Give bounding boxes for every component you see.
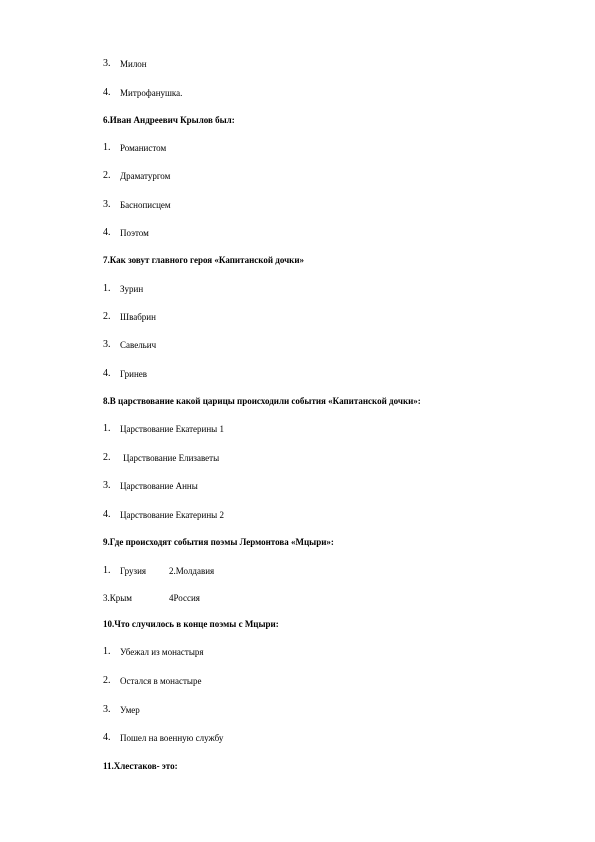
option-row — [0, 730, 595, 746]
question-row — [0, 616, 595, 632]
option-text: 3.Крым — [103, 593, 132, 603]
question-row — [0, 758, 595, 774]
option-number: 2. — [103, 452, 111, 463]
option-number: 3. — [103, 480, 111, 491]
option-number: 2. — [103, 311, 111, 322]
question-row — [0, 393, 595, 409]
question-text: 6.Иван Андреевич Крылов был: — [103, 115, 235, 125]
option-text: Умер — [120, 705, 140, 715]
option-number: 4. — [103, 227, 111, 238]
option-number: 1. — [103, 423, 111, 434]
option-number: 4. — [103, 509, 111, 520]
option-number: 2. — [103, 675, 111, 686]
option-text: Романистом — [120, 143, 167, 153]
option-row — [0, 168, 595, 184]
option-row — [0, 450, 595, 466]
option-number: 2. — [103, 170, 111, 181]
option-text: Царствование Анны — [120, 481, 198, 491]
option-text: Швабрин — [120, 312, 156, 322]
option-text: Савельич — [120, 340, 157, 350]
option-text: Остался в монастыре — [120, 676, 202, 686]
option-row — [0, 337, 595, 353]
option-text: 2.Молдавия — [169, 566, 215, 576]
option-number: 3. — [103, 58, 111, 69]
option-text: Гринев — [120, 369, 148, 379]
option-number: 1. — [103, 646, 111, 657]
option-row — [0, 140, 595, 156]
option-row — [0, 702, 595, 718]
question-text: 7.Как зовут главного героя «Капитанской дочки» — [103, 255, 305, 265]
question-row — [0, 252, 595, 268]
option-number: 1. — [103, 142, 111, 153]
option-row — [0, 673, 595, 689]
option-row — [0, 478, 595, 494]
option-text: Зурин — [120, 284, 144, 294]
option-row — [0, 644, 595, 660]
option-text: Царствование Екатерины 2 — [120, 510, 224, 520]
option-text: Грузия — [120, 566, 147, 576]
option-row — [0, 366, 595, 382]
option-row — [0, 563, 595, 579]
option-number: 3. — [103, 199, 111, 210]
option-row — [0, 507, 595, 523]
option-text: Царствование Екатерины 1 — [120, 424, 224, 434]
option-row — [0, 85, 595, 101]
option-text: Милон — [120, 59, 147, 69]
option-text: Драматургом — [120, 171, 171, 181]
question-text: 11.Хлестаков- это: — [103, 761, 178, 771]
option-row — [0, 197, 595, 213]
option-text: 4Россия — [169, 593, 200, 603]
question-text: 9.Где происходят события поэмы Лермонтова «Мцыри»: — [103, 537, 334, 547]
option-number: 1. — [103, 283, 111, 294]
question-text: 8.В царствование какой царицы происходили события «Капитанской дочки»: — [103, 396, 421, 406]
option-number: 4. — [103, 368, 111, 379]
option-row — [0, 281, 595, 297]
option-number: 3. — [103, 339, 111, 350]
option-row — [0, 225, 595, 241]
option-row — [0, 309, 595, 325]
option-text: Баснописцем — [120, 200, 171, 210]
option-text: Поэтом — [120, 228, 149, 238]
option-text: Убежал из монастыря — [120, 647, 204, 657]
option-text: Митрофанушка. — [120, 88, 183, 98]
option-number: 1. — [103, 565, 111, 576]
option-row — [0, 590, 595, 606]
option-row — [0, 421, 595, 437]
question-row — [0, 112, 595, 128]
question-text: 10.Что случилось в конце поэмы с Мцыри: — [103, 619, 279, 629]
option-number: 3. — [103, 704, 111, 715]
option-row — [0, 56, 595, 72]
question-row — [0, 534, 595, 550]
option-text: Пошел на военную службу — [120, 733, 224, 743]
option-number: 4. — [103, 87, 111, 98]
option-text: Царствование Елизаветы — [123, 453, 220, 463]
option-number: 4. — [103, 732, 111, 743]
